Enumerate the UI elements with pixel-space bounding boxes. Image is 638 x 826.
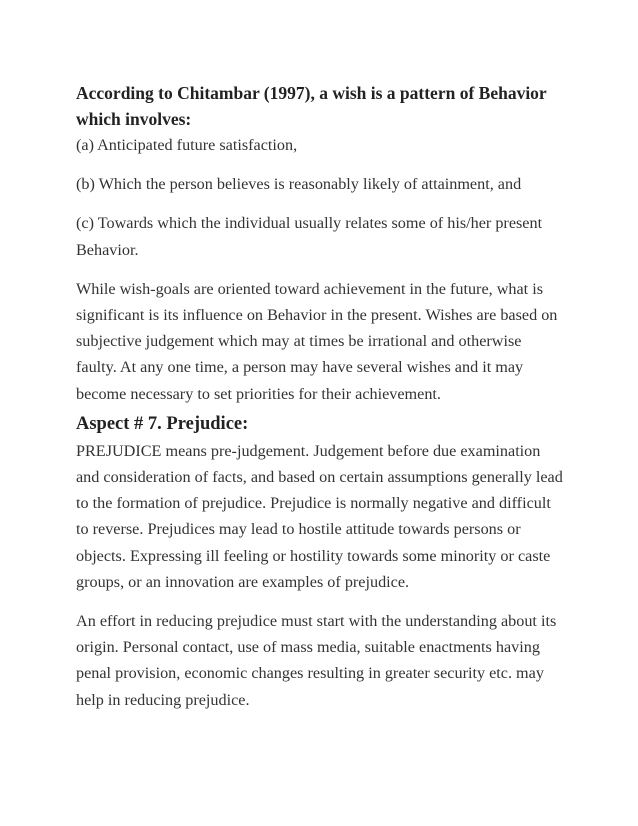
prejudice-paragraph-1: PREJUDICE means pre-judgement. Judgement before due examination and consideration of facts, and based on certain assumptions generally lead to the formation of prejudice. Prejudice is normally negative and difficult to reverse. Prejudices may lead to hostile attitude towards persons or objects. Expressing ill feeling or hostility towards some minority or caste groups, or an innovation are examples of prejudice. [76, 441, 563, 591]
list-item-c: (c) Towards which the individual usually relates some of his/her present Behavior. [76, 214, 543, 259]
document-page [76, 80, 566, 713]
list-item-a: (a) Anticipated future satisfaction, [76, 136, 298, 154]
section-heading-wish: According to Chitambar (1997), a wish is a pattern of Behavior which involves: [76, 83, 547, 129]
wish-paragraph: While wish-goals are oriented toward achievement in the future, what is significant is its influence on Behavior in the present. Wishes are based on subjective judgement which may at times be irrational and otherwise faulty. At any one time, a person may have several wishes and it may become necessary to set priorities for their achievement. [76, 279, 558, 403]
section-heading-prejudice: Aspect # 7. Prejudice: [76, 413, 249, 434]
list-item-b: (b) Which the person believes is reasonably likely of attainment, and [76, 175, 522, 194]
prejudice-paragraph-2: An effort in reducing prejudice must start with the understanding about its origin. Personal contact, use of mass media, suitable enactments having penal provision, economic changes resulting in greater security etc. may help in reducing prejudice. [76, 612, 557, 709]
